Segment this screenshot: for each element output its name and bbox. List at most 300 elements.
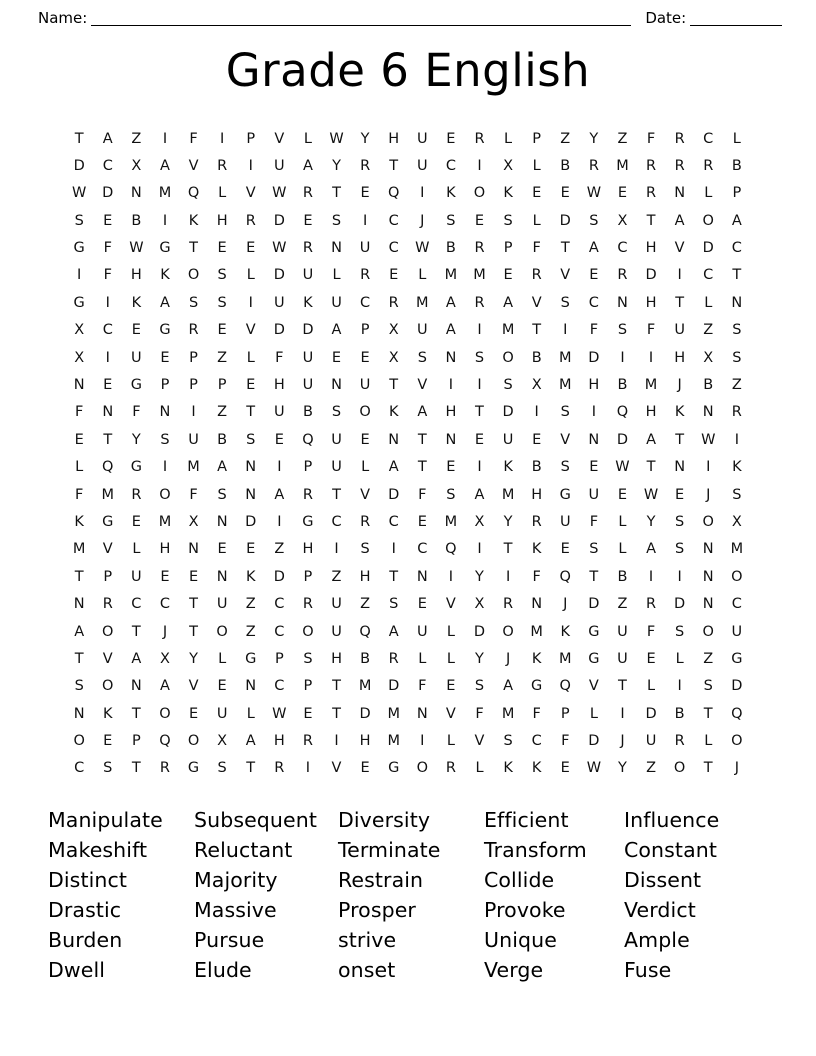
grid-letter[interactable]: N <box>445 349 457 366</box>
grid-letter[interactable]: F <box>189 130 198 147</box>
grid-letter[interactable]: U <box>216 596 228 613</box>
grid-letter[interactable]: L <box>246 705 255 722</box>
grid-letter[interactable]: D <box>645 705 657 722</box>
grid-letter[interactable]: O <box>102 623 114 640</box>
grid-letter[interactable]: P <box>532 130 542 147</box>
grid-letter[interactable]: P <box>274 650 284 667</box>
grid-letter[interactable]: Z <box>560 130 571 147</box>
grid-letter[interactable]: K <box>245 568 256 585</box>
grid-letter[interactable]: N <box>130 678 142 695</box>
grid-letter[interactable]: L <box>246 267 255 284</box>
grid-letter[interactable]: I <box>448 377 454 394</box>
grid-letter[interactable]: S <box>360 541 370 558</box>
grid-letter[interactable]: E <box>417 513 427 530</box>
grid-letter[interactable]: P <box>303 459 313 476</box>
grid-letter[interactable]: V <box>188 157 199 174</box>
word-list-item[interactable]: Verdict <box>624 897 696 922</box>
grid-letter[interactable]: R <box>646 185 657 202</box>
grid-letter[interactable]: E <box>446 130 456 147</box>
grid-letter[interactable]: H <box>645 294 657 311</box>
grid-letter[interactable]: D <box>273 322 285 339</box>
grid-letter[interactable]: E <box>646 650 656 667</box>
grid-letter[interactable]: K <box>103 705 113 722</box>
grid-letter[interactable]: M <box>158 513 172 530</box>
grid-letter[interactable]: K <box>732 459 742 476</box>
grid-letter[interactable]: L <box>618 541 627 558</box>
grid-letter[interactable]: L <box>647 678 656 695</box>
grid-letter[interactable]: K <box>160 267 170 284</box>
grid-letter[interactable]: F <box>646 322 656 339</box>
grid-letter[interactable]: E <box>560 760 570 777</box>
grid-letter[interactable]: D <box>616 431 629 448</box>
grid-letter[interactable]: E <box>160 349 170 366</box>
grid-letter[interactable]: I <box>648 568 654 585</box>
grid-letter[interactable]: T <box>618 678 627 695</box>
grid-letter[interactable]: G <box>588 623 600 640</box>
grid-letter[interactable]: L <box>75 459 84 476</box>
grid-letter[interactable]: U <box>416 130 428 147</box>
grid-letter[interactable]: M <box>187 459 200 476</box>
grid-letter[interactable]: K <box>131 294 142 311</box>
grid-letter[interactable]: M <box>559 650 572 667</box>
grid-letter[interactable]: R <box>217 157 228 174</box>
grid-letter[interactable]: X <box>474 596 485 613</box>
grid-letter[interactable]: N <box>216 513 228 530</box>
grid-letter[interactable]: O <box>102 678 114 695</box>
grid-letter[interactable]: N <box>416 705 428 722</box>
grid-letter[interactable]: J <box>706 486 711 503</box>
grid-letter[interactable]: R <box>302 240 313 257</box>
grid-letter[interactable]: A <box>302 157 313 174</box>
grid-letter[interactable]: C <box>388 513 399 530</box>
grid-letter[interactable]: I <box>677 568 682 585</box>
grid-letter[interactable]: E <box>389 267 399 284</box>
grid-letter[interactable]: L <box>675 650 684 667</box>
grid-letter[interactable]: I <box>477 377 482 394</box>
grid-letter[interactable]: U <box>216 705 228 722</box>
grid-letter[interactable]: L <box>418 267 427 284</box>
grid-letter[interactable]: N <box>245 459 257 476</box>
grid-letter[interactable]: A <box>131 650 142 667</box>
grid-letter[interactable]: Z <box>360 596 371 613</box>
grid-letter[interactable]: E <box>446 678 456 695</box>
grid-letter[interactable]: A <box>159 294 170 311</box>
grid-letter[interactable]: N <box>674 459 686 476</box>
grid-letter[interactable]: C <box>731 596 742 613</box>
grid-letter[interactable]: F <box>589 322 599 339</box>
grid-letter[interactable]: Q <box>187 185 200 202</box>
grid-letter[interactable]: N <box>102 404 114 421</box>
grid-letter[interactable]: U <box>502 431 514 448</box>
grid-letter[interactable]: L <box>446 650 455 667</box>
grid-letter[interactable]: R <box>302 185 313 202</box>
grid-letter[interactable]: N <box>73 596 85 613</box>
grid-letter[interactable]: E <box>589 267 599 284</box>
grid-letter[interactable]: O <box>416 760 428 777</box>
grid-letter[interactable]: N <box>731 294 743 311</box>
grid-letter[interactable]: Q <box>102 459 114 476</box>
grid-letter[interactable]: V <box>445 596 456 613</box>
grid-letter[interactable]: V <box>245 322 256 339</box>
grid-letter[interactable]: V <box>102 541 113 558</box>
grid-letter[interactable]: H <box>302 541 314 558</box>
word-list-item[interactable]: Dissent <box>624 867 702 892</box>
grid-letter[interactable]: Y <box>189 650 198 667</box>
grid-letter[interactable]: L <box>704 185 713 202</box>
grid-letter[interactable]: U <box>274 294 285 311</box>
grid-letter[interactable]: H <box>359 733 371 750</box>
grid-letter[interactable]: S <box>446 212 456 229</box>
name-write-line[interactable] <box>91 12 631 26</box>
grid-letter[interactable]: G <box>559 486 571 503</box>
grid-letter[interactable]: A <box>646 541 656 558</box>
grid-letter[interactable]: M <box>501 322 515 339</box>
grid-letter[interactable]: N <box>188 541 199 558</box>
grid-letter[interactable]: H <box>645 404 657 421</box>
grid-letter[interactable]: M <box>644 377 658 394</box>
grid-letter[interactable]: P <box>560 705 570 722</box>
grid-letter[interactable]: T <box>131 705 141 722</box>
grid-letter[interactable]: R <box>102 596 113 613</box>
grid-letter[interactable]: T <box>417 431 427 448</box>
grid-letter[interactable]: E <box>474 212 485 229</box>
grid-letter[interactable]: S <box>560 294 570 311</box>
grid-letter[interactable]: S <box>217 760 227 777</box>
grid-letter[interactable]: E <box>303 212 313 229</box>
grid-letter[interactable]: N <box>531 596 543 613</box>
grid-letter[interactable]: R <box>360 157 371 174</box>
grid-letter[interactable]: L <box>532 212 541 229</box>
grid-letter[interactable]: U <box>559 513 571 530</box>
grid-letter[interactable]: A <box>646 431 656 448</box>
grid-letter[interactable]: U <box>188 431 199 448</box>
grid-letter[interactable]: E <box>188 568 199 585</box>
word-list-item[interactable]: Burden <box>48 927 123 952</box>
grid-letter[interactable]: I <box>162 130 168 147</box>
grid-letter[interactable]: E <box>160 568 170 585</box>
grid-letter[interactable]: W <box>701 431 716 448</box>
grid-letter[interactable]: R <box>302 733 313 750</box>
grid-letter[interactable]: I <box>706 459 711 476</box>
grid-letter[interactable]: D <box>588 733 600 750</box>
word-list-item[interactable]: Majority <box>194 867 278 892</box>
grid-letter[interactable]: E <box>560 185 570 202</box>
grid-letter[interactable]: T <box>732 267 742 284</box>
grid-letter[interactable]: C <box>703 130 714 147</box>
grid-letter[interactable]: E <box>589 459 599 476</box>
grid-letter[interactable]: I <box>477 322 482 339</box>
grid-letter[interactable]: Y <box>646 513 656 530</box>
grid-letter[interactable]: I <box>620 705 625 722</box>
grid-letter[interactable]: K <box>531 541 542 558</box>
grid-letter[interactable]: J <box>734 760 739 777</box>
grid-letter[interactable]: I <box>677 678 682 695</box>
grid-letter[interactable]: O <box>216 623 228 640</box>
grid-letter[interactable]: A <box>445 294 456 311</box>
grid-letter[interactable]: I <box>277 459 282 476</box>
grid-letter[interactable]: I <box>677 267 682 284</box>
grid-letter[interactable]: E <box>103 733 113 750</box>
grid-letter[interactable]: H <box>130 267 142 284</box>
grid-letter[interactable]: F <box>75 404 84 421</box>
word-list-item[interactable]: Terminate <box>338 837 441 862</box>
grid-letter[interactable]: A <box>159 157 170 174</box>
grid-letter[interactable]: U <box>617 623 628 640</box>
grid-letter[interactable]: E <box>360 349 370 366</box>
grid-letter[interactable]: R <box>703 157 714 174</box>
grid-letter[interactable]: A <box>217 459 228 476</box>
grid-letter[interactable]: Y <box>475 568 484 585</box>
grid-letter[interactable]: X <box>531 377 542 394</box>
grid-letter[interactable]: X <box>159 650 170 667</box>
grid-letter[interactable]: E <box>131 322 141 339</box>
grid-letter[interactable]: O <box>159 486 171 503</box>
grid-letter[interactable]: A <box>159 678 170 695</box>
grid-letter[interactable]: N <box>245 486 257 503</box>
grid-letter[interactable]: Z <box>131 130 142 147</box>
grid-letter[interactable]: H <box>159 541 171 558</box>
grid-letter[interactable]: T <box>74 650 84 667</box>
grid-letter[interactable]: I <box>448 568 454 585</box>
grid-letter[interactable]: D <box>388 486 400 503</box>
grid-letter[interactable]: L <box>132 541 141 558</box>
grid-letter[interactable]: L <box>618 513 627 530</box>
grid-letter[interactable]: R <box>646 157 657 174</box>
grid-letter[interactable]: L <box>446 733 455 750</box>
grid-letter[interactable]: E <box>131 513 141 530</box>
grid-letter[interactable]: L <box>704 294 713 311</box>
grid-letter[interactable]: K <box>74 513 84 530</box>
grid-letter[interactable]: E <box>103 212 113 229</box>
grid-letter[interactable]: E <box>331 349 342 366</box>
grid-letter[interactable]: E <box>188 705 199 722</box>
grid-letter[interactable]: E <box>446 459 456 476</box>
grid-letter[interactable]: U <box>302 377 314 394</box>
grid-letter[interactable]: O <box>731 568 743 585</box>
grid-letter[interactable]: E <box>246 377 256 394</box>
grid-letter[interactable]: K <box>531 760 542 777</box>
grid-letter[interactable]: F <box>532 568 541 585</box>
grid-letter[interactable]: E <box>360 185 370 202</box>
grid-letter[interactable]: D <box>473 623 486 640</box>
grid-letter[interactable]: R <box>674 733 685 750</box>
grid-letter[interactable]: G <box>588 650 600 667</box>
grid-letter[interactable]: L <box>732 130 741 147</box>
grid-letter[interactable]: T <box>389 157 399 174</box>
grid-letter[interactable]: C <box>102 322 113 339</box>
grid-letter[interactable]: O <box>359 404 371 421</box>
grid-letter[interactable]: O <box>187 733 200 750</box>
grid-letter[interactable]: H <box>216 212 228 229</box>
grid-letter[interactable]: E <box>532 431 542 448</box>
grid-letter[interactable]: E <box>246 240 256 257</box>
grid-letter[interactable]: L <box>446 623 455 640</box>
grid-letter[interactable]: N <box>445 431 457 448</box>
grid-letter[interactable]: H <box>445 404 457 421</box>
grid-letter[interactable]: B <box>560 157 571 174</box>
grid-letter[interactable]: R <box>674 157 685 174</box>
grid-letter[interactable]: S <box>589 541 599 558</box>
grid-letter[interactable]: F <box>646 623 656 640</box>
grid-letter[interactable]: I <box>648 349 654 366</box>
grid-letter[interactable]: U <box>274 404 285 421</box>
word-list-item[interactable]: Unique <box>484 927 557 952</box>
grid-letter[interactable]: F <box>532 240 541 257</box>
grid-letter[interactable]: O <box>73 733 85 750</box>
grid-letter[interactable]: R <box>445 760 456 777</box>
grid-letter[interactable]: C <box>703 267 714 284</box>
grid-letter[interactable]: M <box>559 377 572 394</box>
grid-letter[interactable]: H <box>359 568 371 585</box>
word-list-item[interactable]: Efficient <box>484 807 569 832</box>
grid-letter[interactable]: W <box>272 240 287 257</box>
grid-letter[interactable]: O <box>502 349 514 366</box>
grid-letter[interactable]: W <box>586 760 602 777</box>
grid-letter[interactable]: Y <box>589 130 599 147</box>
grid-letter[interactable]: O <box>473 185 486 202</box>
grid-letter[interactable]: G <box>159 240 171 257</box>
grid-letter[interactable]: U <box>131 349 142 366</box>
grid-letter[interactable]: P <box>303 568 313 585</box>
grid-letter[interactable]: W <box>129 240 144 257</box>
grid-letter[interactable]: S <box>675 623 685 640</box>
grid-letter[interactable]: W <box>272 185 287 202</box>
grid-letter[interactable]: Y <box>618 760 627 777</box>
grid-letter[interactable]: V <box>331 760 342 777</box>
grid-letter[interactable]: K <box>531 650 542 667</box>
grid-letter[interactable]: W <box>272 705 287 722</box>
grid-letter[interactable]: E <box>217 678 227 695</box>
grid-letter[interactable]: P <box>189 377 198 394</box>
grid-letter[interactable]: E <box>74 431 84 448</box>
grid-letter[interactable]: L <box>332 267 341 284</box>
grid-letter[interactable]: S <box>675 541 685 558</box>
grid-letter[interactable]: V <box>474 733 485 750</box>
grid-letter[interactable]: T <box>589 568 599 585</box>
grid-letter[interactable]: K <box>388 404 399 421</box>
grid-letter[interactable]: Z <box>703 322 714 339</box>
grid-letter[interactable]: U <box>331 431 342 448</box>
grid-letter[interactable]: N <box>702 568 714 585</box>
grid-letter[interactable]: V <box>560 267 571 284</box>
grid-letter[interactable]: R <box>388 650 399 667</box>
grid-letter[interactable]: B <box>217 431 228 448</box>
grid-letter[interactable]: K <box>446 185 456 202</box>
word-list-item[interactable]: Elude <box>194 957 252 982</box>
grid-letter[interactable]: P <box>303 678 313 695</box>
grid-letter[interactable]: S <box>503 377 513 394</box>
grid-letter[interactable]: D <box>102 185 114 202</box>
grid-letter[interactable]: Q <box>302 431 314 448</box>
grid-letter[interactable]: S <box>503 212 513 229</box>
grid-letter[interactable]: P <box>246 130 256 147</box>
grid-letter[interactable]: O <box>159 705 171 722</box>
word-list-item[interactable]: Verge <box>484 957 544 982</box>
grid-letter[interactable]: W <box>586 185 602 202</box>
grid-letter[interactable]: R <box>245 212 256 229</box>
grid-letter[interactable]: C <box>360 294 371 311</box>
grid-letter[interactable]: L <box>504 130 513 147</box>
grid-letter[interactable]: B <box>731 157 742 174</box>
grid-letter[interactable]: N <box>702 596 714 613</box>
grid-letter[interactable]: M <box>616 157 629 174</box>
grid-letter[interactable]: F <box>418 486 427 503</box>
grid-letter[interactable]: N <box>617 294 628 311</box>
grid-letter[interactable]: S <box>732 349 742 366</box>
grid-letter[interactable]: N <box>388 431 400 448</box>
grid-letter[interactable]: K <box>503 760 513 777</box>
grid-letter[interactable]: Z <box>217 404 228 421</box>
grid-letter[interactable]: I <box>477 157 482 174</box>
grid-letter[interactable]: I <box>105 294 110 311</box>
grid-letter[interactable]: D <box>359 705 371 722</box>
grid-letter[interactable]: T <box>189 596 198 613</box>
grid-letter[interactable]: H <box>645 240 657 257</box>
grid-letter[interactable]: E <box>103 377 113 394</box>
grid-letter[interactable]: E <box>217 541 227 558</box>
grid-letter[interactable]: V <box>360 486 371 503</box>
grid-letter[interactable]: M <box>358 678 372 695</box>
grid-letter[interactable]: I <box>734 431 739 448</box>
grid-letter[interactable]: A <box>74 623 85 640</box>
word-list-item[interactable]: Pursue <box>194 927 265 952</box>
grid-letter[interactable]: A <box>245 733 256 750</box>
grid-letter[interactable]: R <box>188 322 199 339</box>
grid-letter[interactable]: N <box>159 404 171 421</box>
grid-letter[interactable]: U <box>359 240 371 257</box>
grid-letter[interactable]: D <box>674 596 686 613</box>
grid-letter[interactable]: T <box>417 459 427 476</box>
grid-letter[interactable]: E <box>217 322 227 339</box>
grid-letter[interactable]: N <box>702 404 714 421</box>
grid-letter[interactable]: E <box>217 240 227 257</box>
grid-letter[interactable]: L <box>532 157 541 174</box>
grid-letter[interactable]: I <box>191 404 196 421</box>
grid-letter[interactable]: I <box>477 541 482 558</box>
grid-letter[interactable]: S <box>560 404 570 421</box>
grid-letter[interactable]: S <box>246 431 256 448</box>
grid-letter[interactable]: M <box>444 513 458 530</box>
grid-letter[interactable]: R <box>674 130 685 147</box>
grid-letter[interactable]: I <box>505 568 511 585</box>
grid-letter[interactable]: S <box>474 349 485 366</box>
grid-letter[interactable]: O <box>187 267 200 284</box>
grid-letter[interactable]: T <box>189 240 198 257</box>
grid-letter[interactable]: U <box>416 157 428 174</box>
grid-letter[interactable]: S <box>446 486 456 503</box>
grid-letter[interactable]: O <box>302 623 314 640</box>
grid-letter[interactable]: V <box>445 705 456 722</box>
grid-letter[interactable]: N <box>416 568 428 585</box>
grid-letter[interactable]: F <box>103 267 112 284</box>
grid-letter[interactable]: N <box>216 568 228 585</box>
grid-letter[interactable]: T <box>332 486 341 503</box>
grid-letter[interactable]: P <box>131 733 141 750</box>
grid-letter[interactable]: B <box>302 404 313 421</box>
grid-letter[interactable]: B <box>617 377 628 394</box>
grid-letter[interactable]: D <box>559 212 571 229</box>
grid-letter[interactable]: Q <box>445 541 457 558</box>
grid-letter[interactable]: R <box>474 294 485 311</box>
grid-letter[interactable]: R <box>531 513 542 530</box>
grid-letter[interactable]: E <box>560 541 570 558</box>
grid-letter[interactable]: R <box>274 760 285 777</box>
grid-letter[interactable]: U <box>302 349 314 366</box>
grid-letter[interactable]: I <box>248 294 253 311</box>
word-list-item[interactable]: Dwell <box>48 957 106 982</box>
grid-letter[interactable]: X <box>74 322 85 339</box>
grid-letter[interactable]: W <box>643 486 659 503</box>
